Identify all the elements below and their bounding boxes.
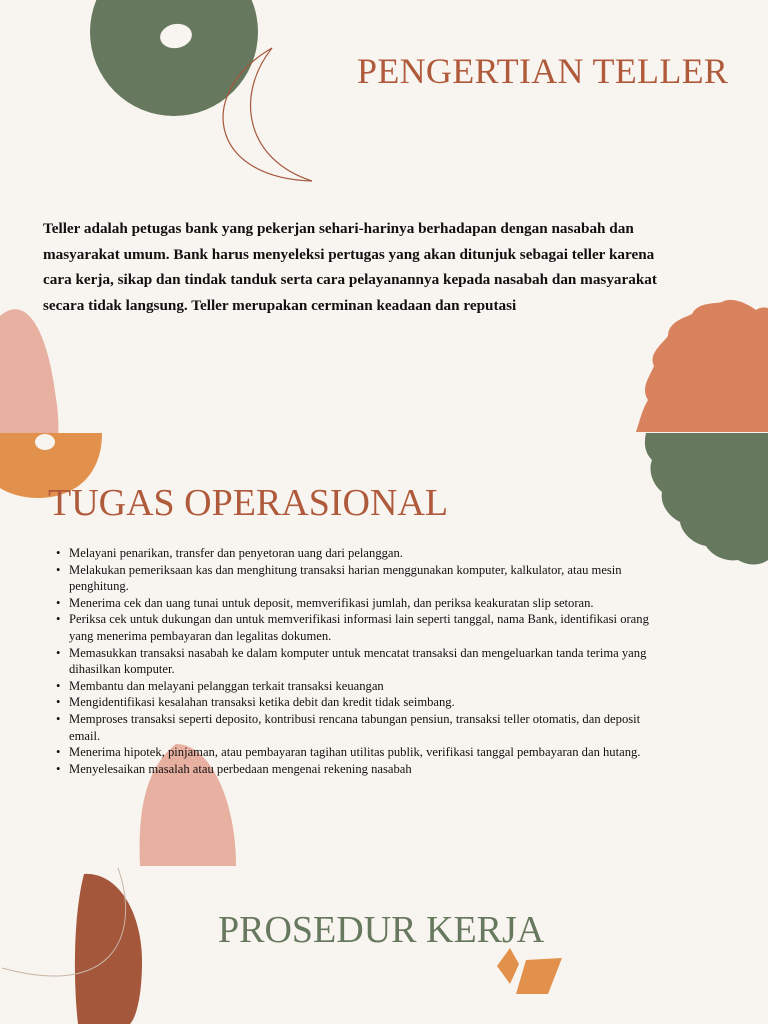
coral-scalloped-shape bbox=[636, 300, 768, 432]
page-title: PENGERTIAN TELLER bbox=[357, 51, 729, 91]
list-item: • Mengidentifikasi kesalahan transaksi ketika debit dan kredit tidak seimbang. bbox=[56, 694, 656, 711]
sage-scalloped-shape bbox=[645, 433, 768, 565]
brick-half-shape bbox=[75, 874, 142, 1024]
list-item: • Membantu dan melayani pelanggan terkait transaksi keuangan bbox=[56, 678, 656, 695]
section-title-prosedur: PROSEDUR KERJA bbox=[218, 909, 545, 951]
list-item: • Menyelesaikan masalah atau perbedaan mengenai rekening nasabah bbox=[56, 761, 656, 778]
orange-leaf-shapes bbox=[497, 948, 562, 994]
list-item: • Melayani penarikan, transfer dan penyetoran uang dari pelanggan. bbox=[56, 545, 656, 562]
intro-paragraph: Teller adalah petugas bank yang pekerjan sehari-harinya berhadapan dengan nasabah dan masyarakat umum. Bank harus menyeleksi pertugas yang akan ditunjuk sebagai teller karena cara kerja, sikap dan tindak tanduk serta cara pelayanannya kepada nasabah dan masyarakat secara tidak langsung. Teller merupakan cerminan keadaan dan reputasi bbox=[43, 220, 657, 314]
sage-ring-shape bbox=[90, 0, 258, 116]
section-title-tugas: TUGAS OPERASIONAL bbox=[48, 482, 449, 524]
blush-blob-left bbox=[0, 309, 58, 436]
list-item: • Periksa cek untuk dukungan dan untuk memverifikasi informasi lain seperti tanggal, nama Bank, identifikasi orang yang menerima pembayaran dan legalitas dokumen. bbox=[56, 611, 656, 644]
list-item: • Menerima cek dan uang tunai untuk deposit, memverifikasi jumlah, dan periksa keakuratan slip setoran. bbox=[56, 595, 656, 612]
list-item: • Memasukkan transaksi nasabah ke dalam komputer untuk mencatat transaksi dan mengeluarkan tanda terima yang dihasilkan komputer. bbox=[56, 645, 656, 678]
list-item: • Menerima hipotek, pinjaman, atau pembayaran tagihan utilitas publik, verifikasi tanggal pembayaran dan hutang. bbox=[56, 744, 656, 761]
task-list bbox=[56, 545, 656, 777]
list-item: • Memproses transaksi seperti deposito, kontribusi rencana tabungan pensiun, transaksi teller otomatis, dan deposit email. bbox=[56, 711, 656, 744]
list-item: • Melakukan pemeriksaan kas dan menghitung transaksi harian menggunakan komputer, kalkulator, atau mesin penghitung. bbox=[56, 562, 656, 595]
